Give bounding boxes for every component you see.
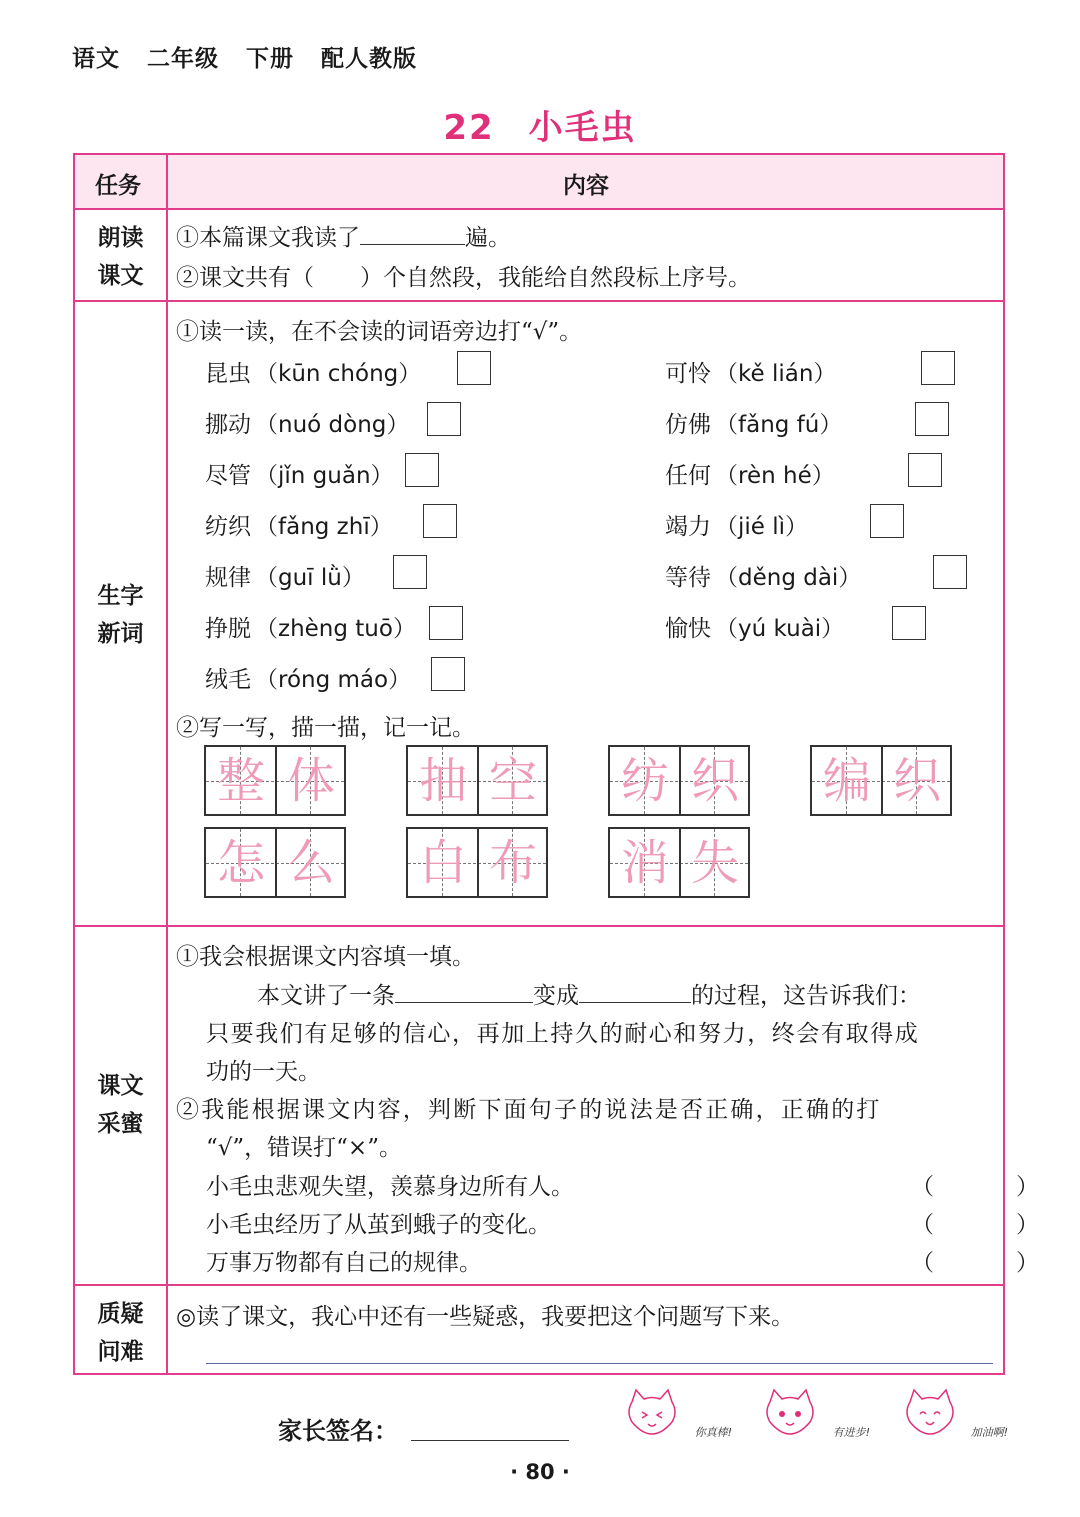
vocab-item [665,355,836,388]
trace-character: 消 [620,835,669,891]
sticker-caption: 你真棒! [694,1426,732,1439]
answer-paren-1[interactable]: （ ） [911,1174,1051,1200]
sticker-cat-3 [898,1388,1008,1444]
trace-character: 么 [286,835,335,891]
sticker-caption: 有进步! [832,1426,870,1439]
label-question [75,1295,166,1371]
vocab-hanzi: 仿佛 [665,412,711,438]
vocab-pinyin: （fǎng zhī） [255,514,393,540]
parent-signature-label: 家长签名： [278,1417,398,1445]
vocab-hanzi: 愉快 [665,616,711,642]
statement-2: 小毛虫经历了从茧到蛾子的变化。 [206,1212,551,1238]
vocab-pinyin: （rèn hé） [715,463,835,489]
vocab-item [665,457,835,490]
lesson-name: 小毛虫 [528,108,637,148]
vocab-item [205,355,421,388]
vocab-item [205,457,394,490]
trace-character: 织 [892,753,941,809]
vocab-checkbox[interactable] [457,351,491,385]
vocab-hanzi: 绒毛 [205,667,251,693]
label-line: 问难 [97,1339,144,1365]
writing-grid[interactable] [204,827,346,898]
fill-blank-2[interactable] [579,982,691,1003]
vocab-item [205,508,393,541]
statement-3: 万事万物都有自己的规律。 [206,1250,482,1276]
parent-signature-line[interactable] [411,1440,569,1441]
vocab-checkbox[interactable] [429,606,463,640]
vocab-checkbox[interactable] [892,606,926,640]
label-line: 朗读 [97,225,144,251]
cat-icon [622,1388,682,1440]
writing-grid[interactable] [406,745,548,816]
label-content [75,1067,166,1143]
trace-character: 体 [286,753,335,809]
answer-paren-2[interactable]: （ ） [911,1212,1051,1238]
vocab-item [205,661,411,694]
trace-character: 编 [822,753,871,809]
writing-grid[interactable] [608,745,750,816]
lesson-number: 22 [443,108,495,148]
trace-character: 纺 [620,753,669,809]
vocab-hanzi: 挪动 [205,412,251,438]
content-instruction-2: ②我能根据课文内容，判断下面句子的说法是否正确，正确的打 [176,1097,882,1123]
vocab-item [665,559,861,592]
page-number: · 80 · [510,1460,570,1484]
vocab-pinyin: （kě lián） [715,361,837,387]
read-line-1-end: 遍。 [465,225,511,251]
label-words [75,577,166,653]
content-instruction-2-cont: “√”，错误打“×”。 [206,1135,402,1161]
writing-grid[interactable] [406,827,548,898]
vocab-item [205,610,416,643]
question-prompt: ◎读了课文，我心中还有一些疑惑，我要把这个问题写下来。 [176,1304,795,1330]
worksheet-table [73,153,1051,1375]
fill-blank-1[interactable] [395,982,533,1003]
sticker-cat-1 [622,1388,732,1444]
row-divider [75,1284,1003,1286]
vocab-checkbox[interactable] [870,504,904,538]
trace-character: 怎 [216,835,265,891]
trace-character: 织 [690,753,739,809]
content-fill-line [257,977,921,1010]
header-task: 任务 [95,173,141,199]
label-read [75,219,166,295]
vocab-hanzi: 挣脱 [205,616,251,642]
words-instruction-2: ②写一写，描一描，记一记。 [176,715,475,741]
times-read-blank[interactable] [360,224,465,245]
vocab-hanzi: 可怜 [665,361,711,387]
vocab-item [205,406,409,439]
vocab-checkbox[interactable] [915,402,949,436]
vocab-hanzi: 昆虫 [205,361,251,387]
label-line: 生字 [97,583,144,609]
vocab-pinyin: （kūn chóng） [255,361,422,387]
read-line-1-text: ①本篇课文我读了 [176,225,360,251]
read-line-2: ②课文共有（ ）个自然段，我能给自然段标上序号。 [176,265,751,291]
trace-character: 失 [690,835,739,891]
trace-character: 抽 [418,753,467,809]
words-instruction-1: ①读一读，在不会读的词语旁边打“√”。 [176,319,583,345]
vocab-item [665,406,842,439]
writing-grid[interactable] [810,745,952,816]
label-line: 课文 [97,1073,144,1099]
answer-paren-3[interactable]: （ ） [911,1250,1051,1276]
statement-1: 小毛虫悲观失望，羡慕身边所有人。 [206,1174,574,1200]
writing-grid[interactable] [204,745,346,816]
fill-text: 变成 [533,983,579,1009]
sticker-cat-2 [760,1388,870,1444]
vocab-pinyin: （róng máo） [255,667,412,693]
vocab-hanzi: 规律 [205,565,251,591]
read-line-1 [176,219,511,252]
vocab-pinyin: （guī lǜ） [255,565,365,591]
vocab-item [665,610,844,643]
vocab-hanzi: 任何 [665,463,711,489]
row-divider [75,300,1003,302]
table-header-row [75,155,1003,209]
content-instruction-1: ①我会根据课文内容填一填。 [176,944,475,970]
sticker-caption: 加油啊! [970,1426,1008,1439]
label-line: 新词 [97,621,144,647]
vocab-pinyin: （fǎng fú） [715,412,843,438]
vocab-checkbox[interactable] [933,555,967,589]
vocab-checkbox[interactable] [423,504,457,538]
cat-icon [760,1388,820,1440]
content-paragraph: 功的一天。 [206,1059,321,1085]
cat-icon [898,1388,964,1440]
vocab-pinyin: （děng dài） [715,565,862,591]
vocab-checkbox[interactable] [405,453,439,487]
label-line: 课文 [97,263,144,289]
label-line: 采蜜 [97,1111,144,1137]
book-header: 语文 二年级 下册 配人教版 [72,46,418,72]
vocab-hanzi: 竭力 [665,514,711,540]
vocab-checkbox[interactable] [908,453,942,487]
trace-character: 白 [418,835,467,891]
fill-text: 本文讲了一条 [257,983,395,1009]
vocab-pinyin: （zhèng tuō） [255,616,416,642]
row-divider [75,208,1003,210]
vocab-checkbox[interactable] [393,555,427,589]
vocab-hanzi: 等待 [665,565,711,591]
vocab-pinyin: （jié lì） [715,514,809,540]
trace-character: 空 [488,753,537,809]
answer-line[interactable] [206,1363,993,1364]
row-divider [75,925,1003,927]
vocab-item [665,508,808,541]
header-content: 内容 [563,173,609,199]
lesson-title [0,100,1080,149]
vocab-item [205,559,365,592]
vocab-checkbox[interactable] [431,657,465,691]
fill-text: 的过程，这告诉我们： [691,983,921,1009]
writing-grid[interactable] [608,827,750,898]
vocab-pinyin: （jǐn guǎn） [255,463,394,489]
column-divider [166,155,168,1373]
vocab-checkbox[interactable] [921,351,955,385]
vocab-hanzi: 尽管 [205,463,251,489]
trace-character: 布 [488,835,537,891]
vocab-pinyin: （yú kuài） [715,616,845,642]
vocab-pinyin: （nuó dòng） [255,412,410,438]
label-line: 质疑 [97,1301,144,1327]
content-paragraph: 只要我们有足够的信心，再加上持久的耐心和努力，终会有取得成 [206,1021,920,1047]
vocab-checkbox[interactable] [427,402,461,436]
trace-character: 整 [216,753,265,809]
vocab-hanzi: 纺织 [205,514,251,540]
